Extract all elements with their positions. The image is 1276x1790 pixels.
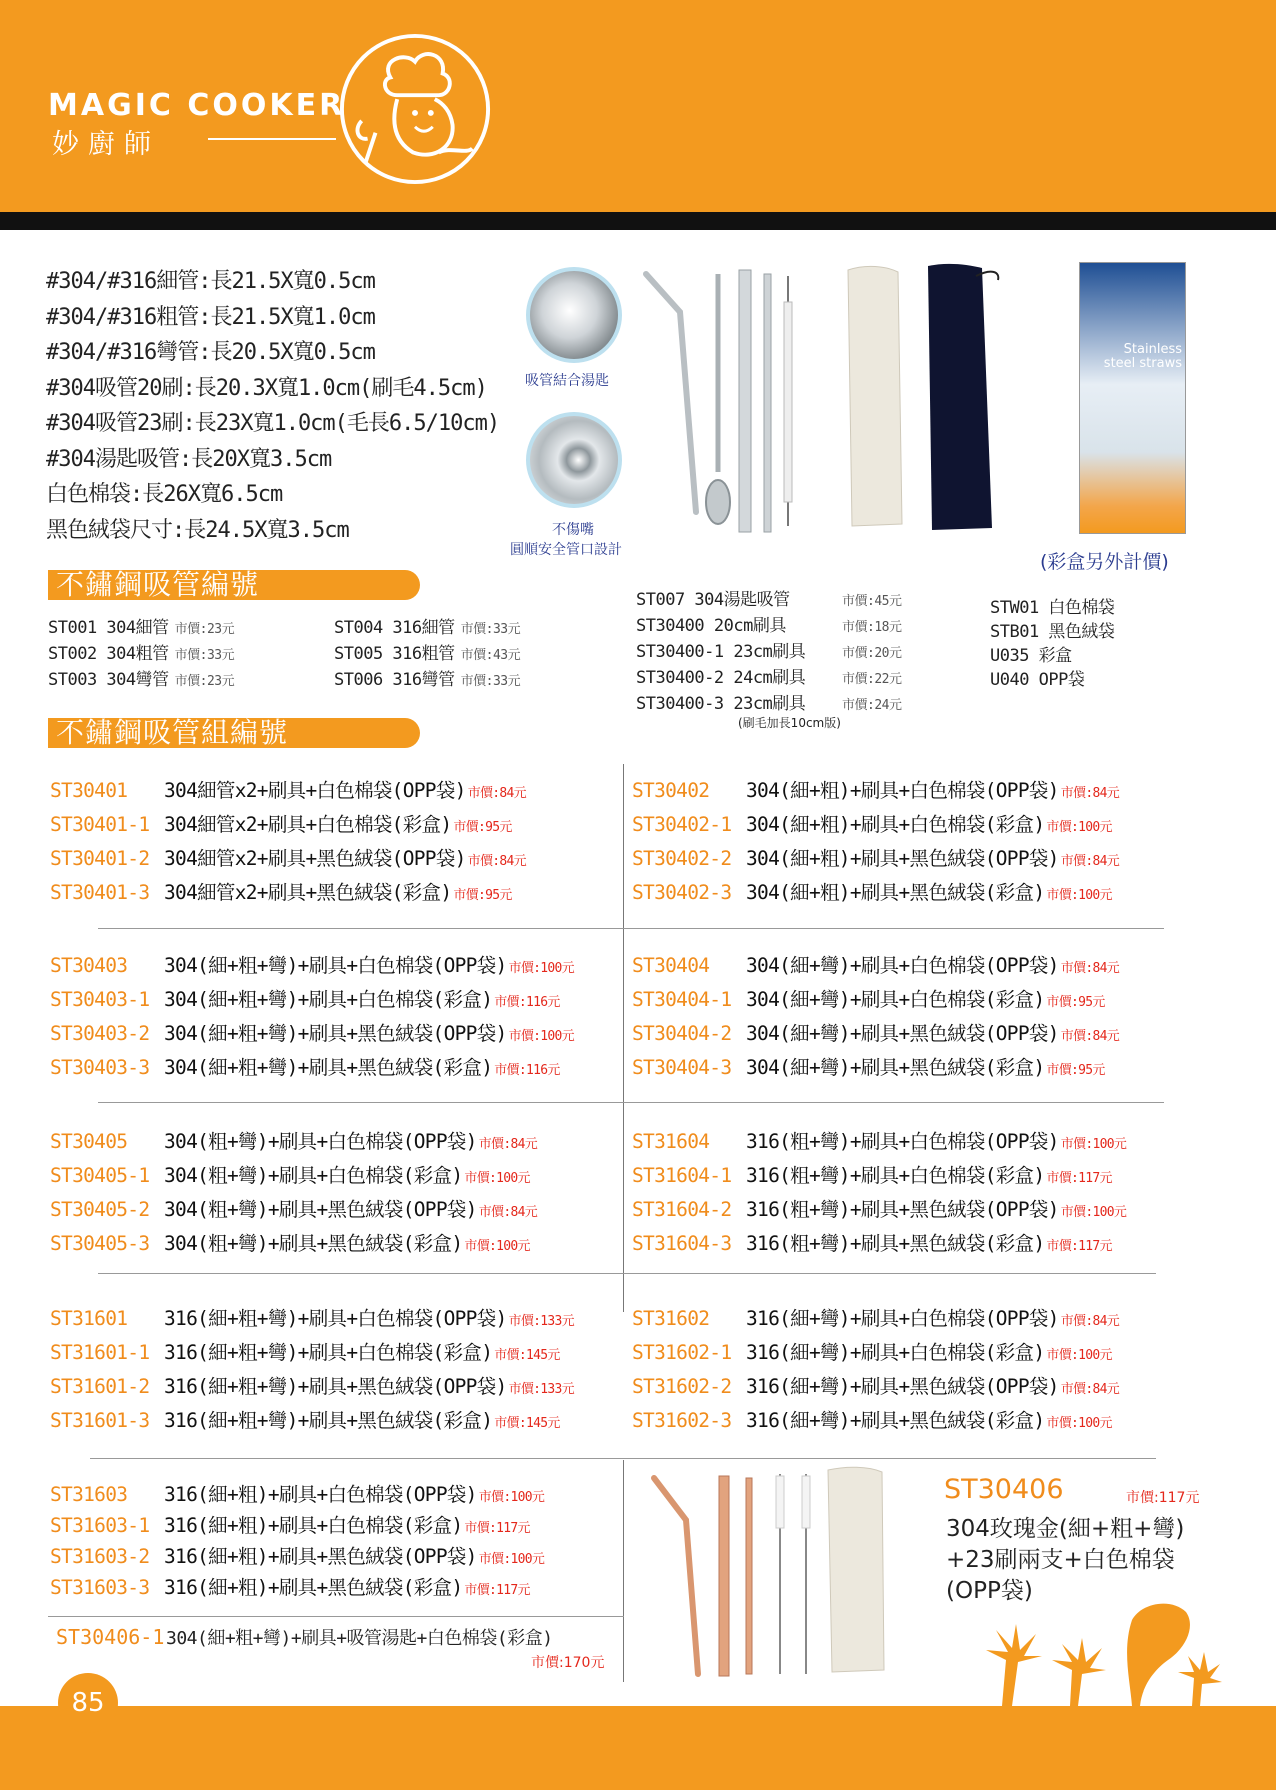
set-price: 市價:145元 [494, 1348, 560, 1363]
set-code: ST31602-1 [632, 1341, 732, 1364]
set-code: ST30401-1 [50, 813, 150, 836]
table-row [632, 1125, 1126, 1162]
code-price: 市價:33元 [460, 674, 521, 689]
list-item [334, 642, 520, 668]
table-row [632, 1404, 1112, 1441]
list-item [334, 616, 520, 642]
table-row [50, 1227, 530, 1264]
set-code: ST30403-1 [50, 988, 150, 1011]
header-black-bar [0, 212, 1276, 230]
code-price: 市價:18元 [842, 620, 902, 635]
list-item: STB01 黑色絨袋 [990, 622, 1115, 642]
column-divider [623, 1460, 624, 1682]
footer-banner [0, 1706, 1276, 1790]
set-price: 市價:100元 [478, 1490, 545, 1505]
set-code: ST31602-2 [632, 1375, 732, 1398]
list-item [636, 588, 901, 614]
code-text: ST005 316粗管 [334, 644, 455, 664]
code-price: 市價:33元 [460, 622, 521, 637]
rose-desc-line: (OPP袋) [946, 1578, 1033, 1604]
set-desc: 316(細+粗+彎)+刷具+白色棉袋(OPP袋) [164, 1307, 507, 1330]
set-desc: 304(細+粗)+刷具+白色棉袋(彩盒) [746, 813, 1045, 836]
chef-logo-icon [336, 30, 494, 188]
set-desc: 304(細+彎)+刷具+白色棉袋(OPP袋) [746, 954, 1059, 977]
table-row [632, 808, 1112, 845]
set-code: ST30403 [50, 954, 128, 977]
code-text: ST003 304彎管 [48, 670, 169, 690]
set-price: 市價:95元 [453, 820, 512, 835]
set-code: ST31601 [50, 1307, 128, 1330]
set-code: ST31602-3 [632, 1409, 732, 1432]
set-code: ST30404 [632, 954, 710, 977]
set-price: 市價:84元 [467, 786, 526, 801]
set-code: ST31603 [50, 1483, 128, 1506]
set-desc: 316(細+彎)+刷具+黑色絨袋(OPP袋) [746, 1375, 1059, 1398]
set-desc: 304(粗+彎)+刷具+黑色絨袋(彩盒) [164, 1232, 463, 1255]
set-desc: 316(粗+彎)+刷具+白色棉袋(OPP袋) [746, 1130, 1059, 1153]
set-code: ST31602 [632, 1307, 710, 1330]
set-code: ST30401 [50, 779, 128, 802]
color-box-text: Stainless steel straws [1103, 342, 1182, 371]
set-code: ST30403-2 [50, 1022, 150, 1045]
set-code: ST30402-2 [632, 847, 732, 870]
set-price: 市價:116元 [494, 1063, 560, 1078]
brand-name-en: MAGIC COOKER [48, 88, 346, 123]
set-price: 市價:100元 [1046, 1416, 1112, 1431]
code-text: ST30400 20cm刷具 [636, 616, 786, 636]
set-price: 市價:133元 [508, 1382, 574, 1397]
color-box-price-note: (彩盒另外計價) [1040, 551, 1169, 573]
spec-item: #304湯匙吸管:長20X寬3.5cm [46, 446, 332, 472]
code-price: 市價:45元 [842, 594, 902, 609]
group-divider [98, 1102, 1164, 1103]
table-row [632, 1193, 1126, 1230]
set-price: 市價:117元 [1046, 1171, 1112, 1186]
set-desc: 316(細+粗)+刷具+黑色絨袋(彩盒) [164, 1576, 463, 1599]
set-desc: 316(細+粗+彎)+刷具+黑色絨袋(彩盒) [164, 1409, 493, 1432]
spec-item: #304/#316彎管:長20.5X寬0.5cm [46, 340, 375, 365]
spec-item: #304/#316細管:長21.5X寬0.5cm [46, 269, 375, 294]
table-row [50, 1159, 530, 1196]
straw-set-product-image [636, 262, 1106, 534]
set-price: 市價:100元 [508, 961, 574, 976]
last-set-desc: 304(細+粗+彎)+刷具+吸管湯匙+白色棉袋(彩盒) [166, 1628, 553, 1649]
spoon-feature-caption: 吸管結合湯匙 [525, 373, 609, 389]
last-set-code: ST30406-1 [56, 1625, 165, 1649]
set-price: 市價:117元 [464, 1583, 530, 1598]
table-row [632, 1302, 1119, 1339]
set-price: 市價:100元 [1046, 888, 1112, 903]
set-desc: 304(細+粗+彎)+刷具+白色棉袋(彩盒) [164, 988, 493, 1011]
set-desc: 304(粗+彎)+刷具+白色棉袋(OPP袋) [164, 1130, 477, 1153]
spec-item: 黑色絨袋尺寸:長24.5X寬3.5cm [46, 517, 349, 543]
table-row [632, 1336, 1112, 1373]
set-desc: 316(粗+彎)+刷具+黑色絨袋(OPP袋) [746, 1198, 1059, 1221]
set-code: ST30404-3 [632, 1056, 732, 1079]
table-row [50, 983, 560, 1020]
set-code: ST31604-1 [632, 1164, 732, 1187]
set-code: ST30405-2 [50, 1198, 150, 1221]
palm-leaves-icon [982, 1590, 1222, 1706]
table-row [632, 774, 1119, 811]
list-item [334, 668, 520, 694]
spec-item: #304吸管23刷:長23X寬1.0cm(毛長6.5/10cm) [46, 411, 500, 436]
set-code: ST30402-3 [632, 881, 732, 904]
code-price: 市價:24元 [842, 698, 902, 713]
list-item [636, 614, 901, 640]
set-desc: 304(細+粗)+刷具+黑色絨袋(彩盒) [746, 881, 1045, 904]
set-code: ST31601-1 [50, 1341, 150, 1364]
straw-tip-closeup-image [526, 412, 622, 508]
set-desc: 316(細+粗)+刷具+白色棉袋(彩盒) [164, 1514, 463, 1537]
set-price: 市價:84元 [1060, 1382, 1120, 1397]
set-desc: 304細管x2+刷具+白色棉袋(彩盒) [164, 813, 452, 836]
set-desc: 304細管x2+刷具+白色棉袋(OPP袋) [164, 779, 466, 802]
set-code: ST30402-1 [632, 813, 732, 836]
set-code: ST30403-3 [50, 1056, 150, 1079]
table-row [50, 1193, 537, 1230]
table-row [50, 1404, 560, 1441]
sets-title: 不鏽鋼吸管組編號 [48, 718, 420, 748]
straw-codes-col2 [334, 616, 520, 694]
code-text: ST002 304粗管 [48, 644, 169, 664]
rose-desc-line: 304玫瑰金(細+粗+彎) [946, 1516, 1185, 1542]
table-row [50, 842, 526, 879]
set-price: 市價:95元 [1046, 1063, 1105, 1078]
set-desc: 304(細+粗+彎)+刷具+白色棉袋(OPP袋) [164, 954, 507, 977]
set-price: 市價:100元 [478, 1552, 545, 1567]
brand-underline [208, 138, 336, 140]
set-price: 市價:100元 [464, 1239, 530, 1254]
set-desc: 304(細+粗)+刷具+白色棉袋(OPP袋) [746, 779, 1059, 802]
code-price: 市價:23元 [174, 622, 235, 637]
table-row [50, 1370, 574, 1407]
set-code: ST31604 [632, 1130, 710, 1153]
table-row [50, 1571, 530, 1608]
code-text: ST30400-2 24cm刷具 [636, 668, 806, 688]
set-desc: 316(細+粗)+刷具+白色棉袋(OPP袋) [164, 1483, 477, 1506]
set-desc: 304(細+彎)+刷具+黑色絨袋(OPP袋) [746, 1022, 1059, 1045]
straw-codes-col4 [990, 596, 1114, 692]
table-row [632, 876, 1112, 913]
table-row [50, 774, 526, 811]
tip-feature-caption-2: 圓順安全管口設計 [510, 542, 622, 558]
brush-extended-note: (刷毛加長10cm版) [738, 716, 841, 730]
set-code: ST31601-3 [50, 1409, 150, 1432]
set-price: 市價:133元 [508, 1314, 574, 1329]
set-code: ST31603-1 [50, 1514, 150, 1537]
spec-item: #304/#316粗管:長21.5X寬1.0cm [46, 304, 375, 330]
table-row [50, 949, 574, 986]
set-price: 市價:84元 [1060, 854, 1120, 869]
group-divider [90, 1458, 1156, 1459]
list-item [48, 668, 234, 694]
set-price: 市價:100元 [1060, 1137, 1127, 1152]
set-price: 市價:116元 [494, 995, 560, 1010]
set-desc: 304(粗+彎)+刷具+白色棉袋(彩盒) [164, 1164, 463, 1187]
set-desc: 304(細+彎)+刷具+黑色絨袋(彩盒) [746, 1056, 1045, 1079]
rose-gold-straw-image [646, 1464, 926, 1684]
list-item [636, 640, 901, 666]
rose-gold-code: ST30406 [944, 1474, 1064, 1505]
set-desc: 304(細+粗+彎)+刷具+黑色絨袋(彩盒) [164, 1056, 493, 1079]
code-text: ST004 316細管 [334, 618, 455, 638]
table-row [632, 1227, 1112, 1264]
set-code: ST31604-2 [632, 1198, 732, 1221]
spec-item: 白色棉袋:長26X寬6.5cm [46, 482, 283, 507]
table-row [632, 1051, 1105, 1088]
tip-feature-caption-1: 不傷嘴 [552, 522, 594, 538]
column-divider [623, 764, 624, 1312]
spec-list [46, 264, 499, 548]
set-code: ST30405-1 [50, 1164, 150, 1187]
spec-item: #304吸管20刷:長20.3X寬1.0cm(刷毛4.5cm) [46, 375, 487, 401]
list-item [48, 616, 234, 642]
code-price: 市價:43元 [460, 648, 521, 663]
set-price: 市價:84元 [1060, 961, 1120, 976]
code-text: ST30400-1 23cm刷具 [636, 642, 806, 662]
table-row [50, 1125, 537, 1162]
table-row [50, 1336, 560, 1373]
set-price: 市價:84元 [1060, 786, 1120, 801]
table-row [632, 1370, 1119, 1407]
set-code: ST30404-2 [632, 1022, 732, 1045]
table-row [50, 1017, 574, 1054]
set-code: ST31603-3 [50, 1576, 150, 1599]
set-price: 市價:100元 [1046, 1348, 1112, 1363]
set-desc: 316(細+粗)+刷具+黑色絨袋(OPP袋) [164, 1545, 477, 1568]
list-item: U035 彩盒 [990, 646, 1072, 666]
set-desc: 316(細+彎)+刷具+白色棉袋(OPP袋) [746, 1307, 1059, 1330]
straw-codes-col3 [636, 588, 901, 718]
set-desc: 316(細+彎)+刷具+黑色絨袋(彩盒) [746, 1409, 1045, 1432]
set-price: 市價:95元 [1046, 995, 1105, 1010]
brand-name-zh: 妙廚師 [52, 129, 160, 160]
table-row [632, 1159, 1112, 1196]
set-desc: 316(細+彎)+刷具+白色棉袋(彩盒) [746, 1341, 1045, 1364]
code-text: ST30400-3 23cm刷具 [636, 694, 806, 714]
set-price: 市價:84元 [1060, 1029, 1120, 1044]
set-price: 市價:117元 [1046, 1239, 1112, 1254]
code-text: ST001 304細管 [48, 618, 169, 638]
set-desc: 304(粗+彎)+刷具+黑色絨袋(OPP袋) [164, 1198, 477, 1221]
set-code: ST31604-3 [632, 1232, 732, 1255]
set-code: ST30402 [632, 779, 710, 802]
rose-gold-price: 市價:117元 [1126, 1490, 1200, 1506]
table-row [632, 1017, 1119, 1054]
code-price: 市價:20元 [842, 646, 902, 661]
list-item: U040 OPP袋 [990, 670, 1085, 690]
code-price: 市價:22元 [842, 672, 902, 687]
table-row [632, 842, 1119, 879]
list-item [636, 666, 901, 692]
set-code: ST31601-2 [50, 1375, 150, 1398]
set-desc: 304(細+粗+彎)+刷具+黑色絨袋(OPP袋) [164, 1022, 507, 1045]
header-banner [0, 0, 1276, 212]
straw-codes-title: 不鏽鋼吸管編號 [48, 570, 420, 600]
table-row [632, 949, 1119, 986]
set-code: ST30401-2 [50, 847, 150, 870]
set-code: ST30404-1 [632, 988, 732, 1011]
straw-codes-col1 [48, 616, 234, 694]
set-price: 市價:100元 [508, 1029, 574, 1044]
table-row [50, 1051, 560, 1088]
set-desc: 316(粗+彎)+刷具+白色棉袋(彩盒) [746, 1164, 1045, 1187]
set-code: ST30405 [50, 1130, 128, 1153]
set-price: 市價:117元 [464, 1521, 530, 1536]
list-item: STW01 白色棉袋 [990, 598, 1115, 618]
set-price: 市價:84元 [478, 1137, 538, 1152]
set-desc: 316(粗+彎)+刷具+黑色絨袋(彩盒) [746, 1232, 1045, 1255]
last-set-price: 市價:170元 [531, 1655, 605, 1671]
set-code: ST30401-3 [50, 881, 150, 904]
code-price: 市價:23元 [174, 674, 235, 689]
set-price: 市價:84元 [478, 1205, 538, 1220]
set-price: 市價:100元 [1060, 1205, 1127, 1220]
list-item [48, 642, 234, 668]
set-desc: 304(細+粗)+刷具+黑色絨袋(OPP袋) [746, 847, 1059, 870]
set-desc: 304細管x2+刷具+黑色絨袋(彩盒) [164, 881, 452, 904]
table-row [632, 983, 1105, 1020]
set-desc: 316(細+粗+彎)+刷具+白色棉袋(彩盒) [164, 1341, 493, 1364]
set-code: ST31603-2 [50, 1545, 150, 1568]
set-desc: 304(細+彎)+刷具+白色棉袋(彩盒) [746, 988, 1045, 1011]
code-text: ST006 316彎管 [334, 670, 455, 690]
set-price: 市價:145元 [494, 1416, 560, 1431]
group-divider [98, 1273, 1156, 1274]
set-desc: 316(細+粗+彎)+刷具+黑色絨袋(OPP袋) [164, 1375, 507, 1398]
color-gift-box-image [1079, 262, 1186, 534]
set-code: ST30405-3 [50, 1232, 150, 1255]
set-price: 市價:95元 [453, 888, 512, 903]
group-divider [98, 928, 1164, 929]
rose-desc-line: +23刷兩支+白色棉袋 [946, 1547, 1175, 1573]
page-number: 85 [58, 1673, 118, 1733]
set-desc: 304細管x2+刷具+黑色絨袋(OPP袋) [164, 847, 466, 870]
code-text: ST007 304湯匙吸管 [636, 590, 790, 610]
set-price: 市價:84元 [1060, 1314, 1120, 1329]
set-price: 市價:100元 [464, 1171, 530, 1186]
table-row [50, 1302, 574, 1339]
set-price: 市價:100元 [1046, 820, 1112, 835]
group-divider [48, 1616, 624, 1617]
spoon-straw-closeup-image [526, 267, 622, 363]
code-price: 市價:33元 [174, 648, 235, 663]
table-row [50, 876, 512, 913]
set-price: 市價:84元 [467, 854, 526, 869]
table-row [50, 808, 512, 845]
